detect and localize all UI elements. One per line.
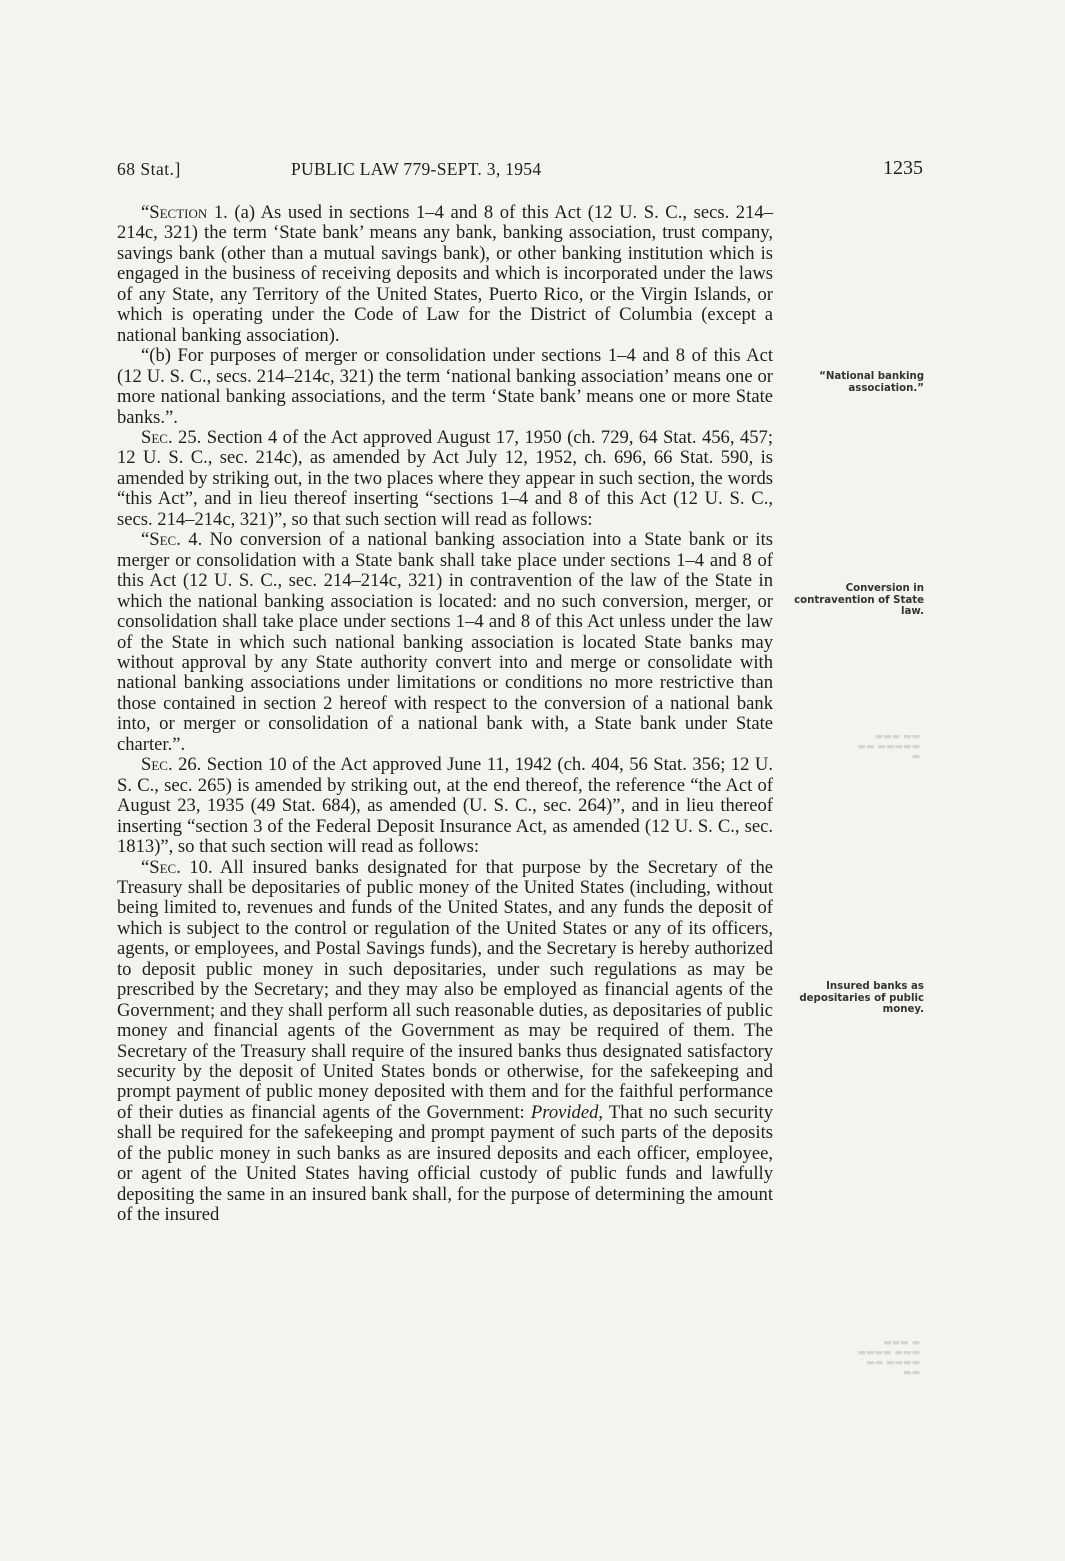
paragraph-text: “(b) For purposes of merger or consolidation under sections 1–4 and 8 of this Act (12 U. S. C., secs. 214–214c, 321) the term ‘national banking association’ means one or more national banking associations, and the term ‘State bank’ means one or more State banks.”. xyxy=(117,345,773,428)
paragraph-sec-25 xyxy=(117,428,773,530)
section-lead: “Sec. xyxy=(141,856,181,878)
paragraph-text: 26. Section 10 of the Act approved June 11, 1942 (ch. 404, 56 Stat. 356; 12 U. S. C., sec. 265) is amended by striking out, at the end thereof, the reference “the Act of August 23, 1935 (49 Stat. 684), as amended (U. S. C., sec. 264)”, and in lieu thereof inserting “section 3 of the Federal Deposit Insurance Act, as amended (12 U. S. C., sec. 1813)”, so that such section will read as follows: xyxy=(117,754,773,858)
paragraph-sec-4 xyxy=(117,530,773,755)
section-lead: “Sec. xyxy=(141,529,181,551)
paragraph-section-1b xyxy=(117,346,773,428)
margin-note-national-banking-association: “National banking association.” xyxy=(819,371,924,394)
page-header xyxy=(117,159,923,185)
paragraph-section-1a xyxy=(117,203,773,346)
bleed-through-mark: ▬▬▬ ▬▬ ▬▬ ▬▬▬▬▬ ▬ xyxy=(857,732,920,762)
page-number: 1235 xyxy=(883,157,923,179)
section-lead: Sec. xyxy=(141,426,173,448)
paragraph-sec-10 xyxy=(117,858,773,1226)
paragraph-text: 1. (a) As used in sections 1–4 and 8 of this Act (12 U. S. C., secs. 214–214c, 321) the term ‘State bank’ means any bank, banking association, trust company, savings bank (other than a mutual savings bank), or other banking institution which is engaged in the business of receiving deposits and which is incorporated under the laws of any State, any Territory of the United States, Puerto Rico, or the Virgin Islands, or which is operating under the Code of Law for the District of Columbia (except a national banking association). xyxy=(117,202,773,346)
running-title: PUBLIC LAW 779-SEPT. 3, 1954 xyxy=(291,159,542,179)
margin-note-conversion-in-contravention: Conversion in contravention of State law. xyxy=(794,583,924,617)
paragraph-sec-26 xyxy=(117,755,773,857)
paragraph-text: 4. No conversion of a national banking association into a State bank or its merger or consolidation with a State bank shall take place under sections 1–4 and 8 of this Act (12 U. S. C., sec. 214–214c, 321) in contravention of the law of the State in which the national banking association is located: and no such conversion, merger, or consolidation shall take place under sections 1–4 and 8 of this Act unless under the law of the State in which such national banking association is located State banks may without approval by any State authority convert into and merge or consolidate with national banking associations under limitations or conditions no more restrictive than those contained in section 2 hereof with respect to the conversion of a national bank into, or merger or consolidation of a national bank with, a State bank under State charter.”. xyxy=(117,529,773,755)
italic-term: Provided xyxy=(530,1101,599,1123)
paragraph-text: 25. Section 4 of the Act approved August 17, 1950 (ch. 729, 64 Stat. 456, 457; 12 U. S. C., sec. 214c), as amended by Act July 12, 1952, ch. 696, 66 Stat. 590, is amended by striking out, in the two places where they appear in such section, the words “this Act”, and in lieu thereof inserting “sections 1–4 and 8 of this Act (12 U. S. C., secs. 214–214c, 321)”, so that such section will read as follows: xyxy=(117,426,773,530)
paragraph-text-tail: , That no such security shall be required for the safekeeping and prompt payment of such parts of the deposits of the public money in such banks as are insured deposits and each officer, employee, or agent of the United States having official custody of public funds and lawfully depositing the same in an insured bank shall, for the purpose of determining the amount of the insured xyxy=(117,1101,774,1226)
paragraph-text: 10. All insured banks designated for that purpose by the Secretary of the Treasury shall be depositaries of public money of the United States (including, without being limited to, revenues and funds of the United States, and any funds the deposit of which is subject to the control or regulation of the United States or any of its officers, agents, or employees, and Postal Savings funds), and the Secretary is hereby authorized to deposit public money in such depositaries, under such regulations as may be prescribed by the Secretary; and they may also be employed as financial agents of the Government; and they shall perform all such reasonable duties, as depositaries of public money and financial agents of the Government as may be required of them. The Secretary of the Treasury shall require of the insured banks thus designated satisfactory security by the deposit of United States bonds or otherwise, for the safekeeping and prompt payment of public money deposited with them and for the faithful performance of their duties as financial agents of the Government: xyxy=(117,856,773,1123)
section-lead: Sec. xyxy=(141,754,173,776)
margin-note-insured-banks-depositaries: Insured banks as depositaries of public money. xyxy=(799,981,924,1015)
volume-reference: 68 Stat.] xyxy=(117,159,181,179)
bleed-through-mark: ▬▬▬ ▬ ▬▬▬▬ ▬▬▬ ▬▬ ▬▬▬▬ ▬▬ xyxy=(857,1338,920,1378)
section-lead: “Section xyxy=(141,202,208,223)
statute-body xyxy=(117,203,773,1226)
